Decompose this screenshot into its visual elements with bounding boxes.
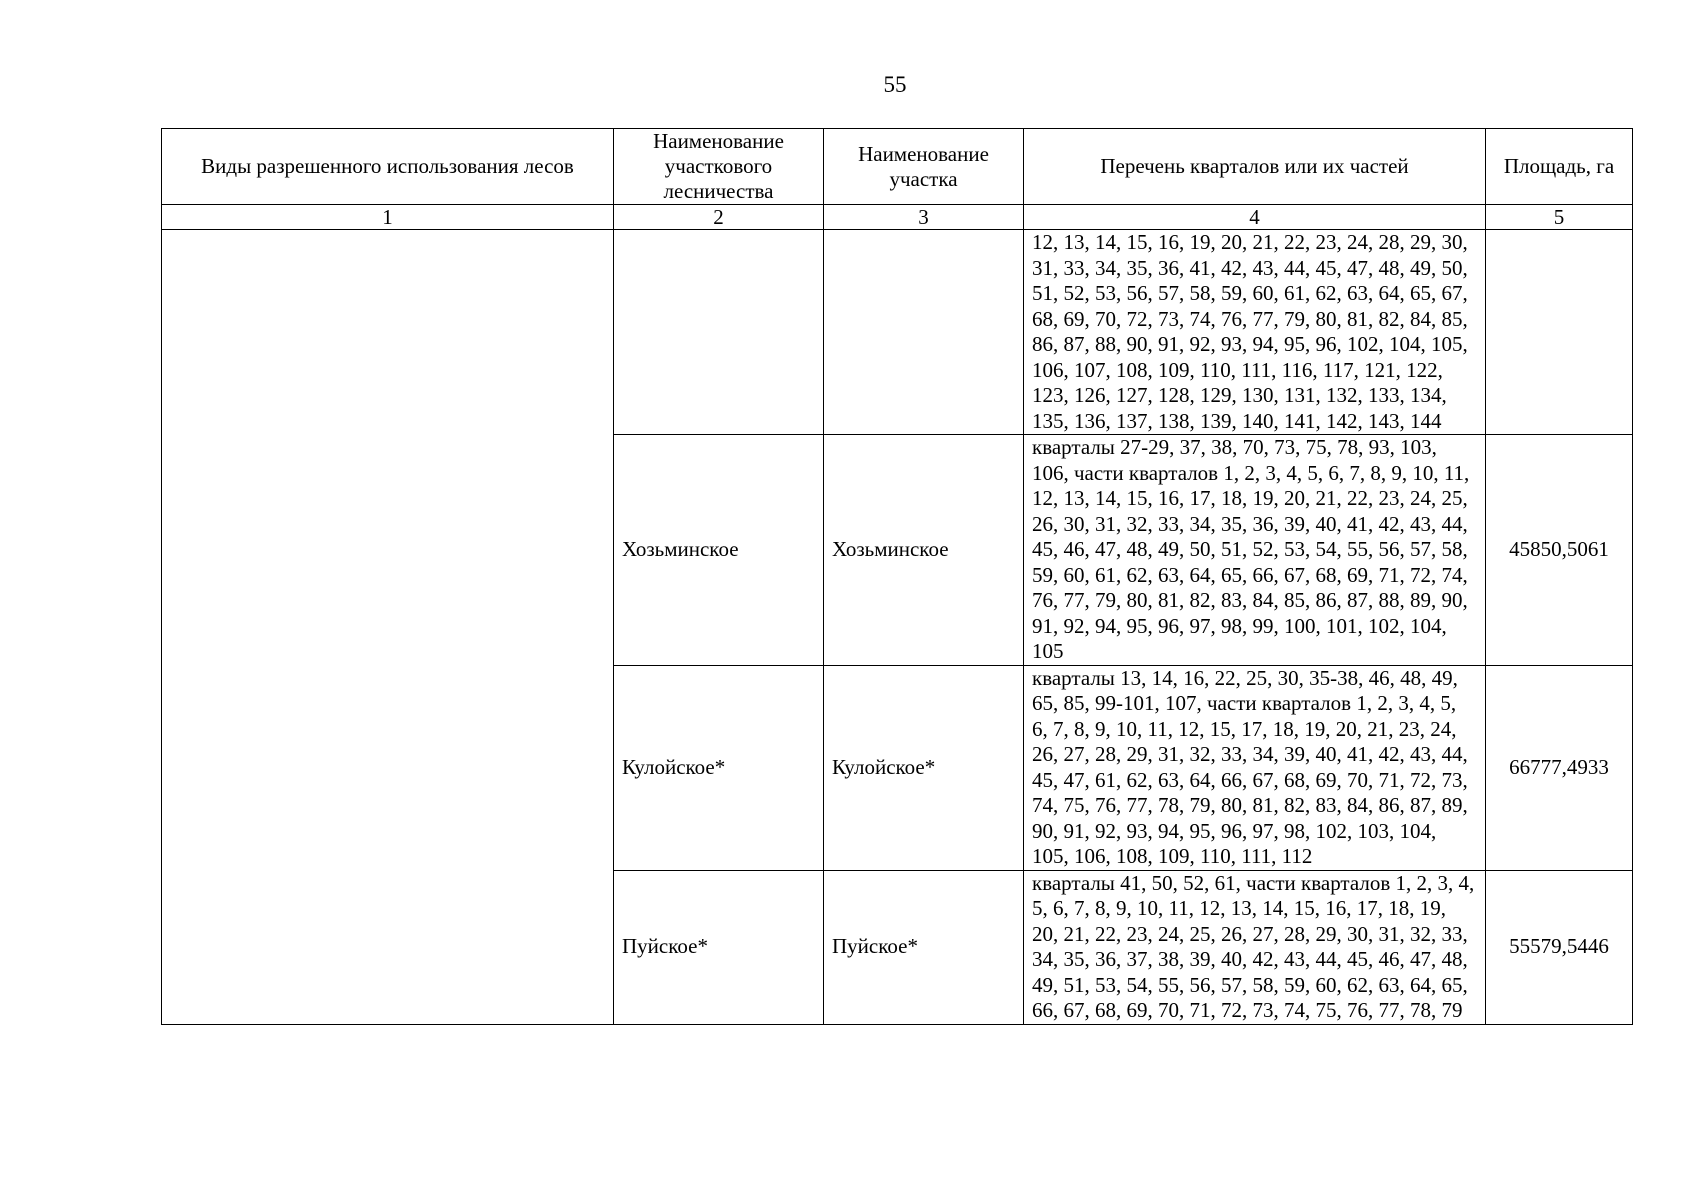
header-site: Наименование участка: [824, 129, 1024, 205]
column-number: 5: [1486, 205, 1633, 230]
column-number-row: [162, 205, 1633, 230]
site-cell: Кулойское*: [824, 665, 1024, 870]
column-number: 3: [824, 205, 1024, 230]
forest-use-table: [161, 128, 1633, 1025]
area-cell: 66777,4933: [1486, 665, 1633, 870]
page-number: 55: [883, 72, 907, 97]
site-cell: Пуйское*: [824, 870, 1024, 1024]
forestry-cell: Пуйское*: [614, 870, 824, 1024]
header-use-type: Виды разрешенного использования лесов: [162, 129, 614, 205]
header-area: Площадь, га: [1486, 129, 1633, 205]
column-number: 2: [614, 205, 824, 230]
use-type-cell: [162, 230, 614, 1025]
column-number: 1: [162, 205, 614, 230]
area-cell: [1486, 230, 1633, 435]
quarters-cell: кварталы 27-29, 37, 38, 70, 73, 75, 78, 93, 103, 106, части кварталов 1, 2, 3, 4, 5, 6, 7, 8, 9, 10, 11, 12, 13, 14, 15, 16, 17, 18, 19, 20, 21, 22, 23, 24, 25, 26, 30, 31, 32, 33, 34, 35, 36, 39, 40, 41, 42, 43, 44, 45, 46, 47, 48, 49, 50, 51, 52, 53, 54, 55, 56, 57, 58, 59, 60, 61, 62, 63, 64, 65, 66, 67, 68, 69, 71, 72, 74, 76, 77, 79, 80, 81, 82, 83, 84, 85, 86, 87, 88, 89, 90, 91, 92, 94, 95, 96, 97, 98, 99, 100, 101, 102, 104, 105: [1024, 435, 1486, 666]
quarters-cell: 12, 13, 14, 15, 16, 19, 20, 21, 22, 23, 24, 28, 29, 30, 31, 33, 34, 35, 36, 41, 42, 43, 44, 45, 47, 48, 49, 50, 51, 52, 53, 56, 57, 58, 59, 60, 61, 62, 63, 64, 65, 67, 68, 69, 70, 72, 73, 74, 76, 77, 79, 80, 81, 82, 84, 85, 86, 87, 88, 90, 91, 92, 93, 94, 95, 96, 102, 104, 105, 106, 107, 108, 109, 110, 111, 116, 117, 121, 122, 123, 126, 127, 128, 129, 130, 131, 132, 133, 134, 135, 136, 137, 138, 139, 140, 141, 142, 143, 144: [1024, 230, 1486, 435]
quarters-cell: кварталы 13, 14, 16, 22, 25, 30, 35-38, 46, 48, 49, 65, 85, 99-101, 107, части кварталов 1, 2, 3, 4, 5, 6, 7, 8, 9, 10, 11, 12, 15, 17, 18, 19, 20, 21, 23, 24, 26, 27, 28, 29, 31, 32, 33, 34, 39, 40, 41, 42, 43, 44, 45, 47, 61, 62, 63, 64, 66, 67, 68, 69, 70, 71, 72, 73, 74, 75, 76, 77, 78, 79, 80, 81, 82, 83, 84, 86, 87, 89, 90, 91, 92, 93, 94, 95, 96, 97, 98, 102, 103, 104, 105, 106, 108, 109, 110, 111, 112: [1024, 665, 1486, 870]
table-row: [162, 230, 1633, 435]
site-cell: Хозьминское: [824, 435, 1024, 666]
quarters-cell: кварталы 41, 50, 52, 61, части кварталов 1, 2, 3, 4, 5, 6, 7, 8, 9, 10, 11, 12, 13, 14, 15, 16, 17, 18, 19, 20, 21, 22, 23, 24, 25, 26, 27, 28, 29, 30, 31, 32, 33, 34, 35, 36, 37, 38, 39, 40, 42, 43, 44, 45, 46, 47, 48, 49, 51, 53, 54, 55, 56, 57, 58, 59, 60, 62, 63, 64, 65, 66, 67, 68, 69, 70, 71, 72, 73, 74, 75, 76, 77, 78, 79: [1024, 870, 1486, 1024]
area-cell: 55579,5446: [1486, 870, 1633, 1024]
forestry-cell: [614, 230, 824, 435]
column-number: 4: [1024, 205, 1486, 230]
forestry-cell: Хозьминское: [614, 435, 824, 666]
header-row: [162, 129, 1633, 205]
header-forestry: Наименование участкового лесничества: [614, 129, 824, 205]
area-cell: 45850,5061: [1486, 435, 1633, 666]
forestry-cell: Кулойское*: [614, 665, 824, 870]
header-quarters: Перечень кварталов или их частей: [1024, 129, 1486, 205]
site-cell: [824, 230, 1024, 435]
